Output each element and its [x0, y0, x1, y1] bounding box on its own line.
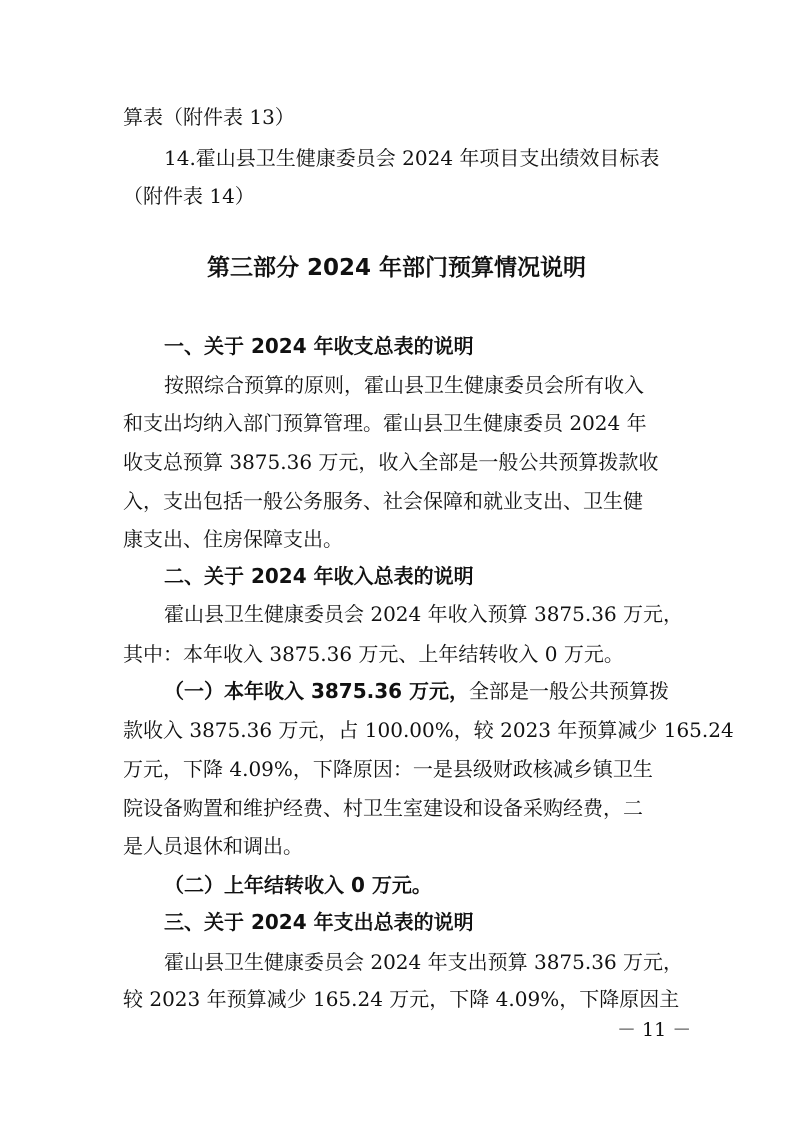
- sub1-rest-text: 全部是一般公共预算拨: [469, 679, 670, 703]
- section3-heading: 三、关于 2024 年支出总表的说明: [164, 910, 474, 934]
- section2-heading: 二、关于 2024 年收入总表的说明: [164, 564, 474, 588]
- section1-line-3: 收支总预算 3875.36 万元，收入全部是一般公共预算拨款收: [123, 450, 659, 474]
- section3-line-1: 霍山县卫生健康委员会 2024 年支出预算 3875.36 万元，: [164, 950, 684, 974]
- section1-heading: 一、关于 2024 年收支总表的说明: [164, 334, 474, 358]
- section2-sub1-line-5: 是人员退休和调出。: [123, 834, 303, 858]
- intro-line-2: 14.霍山县卫生健康委员会 2024 年项目支出绩效目标表: [164, 146, 660, 170]
- sub1-bold-text: （一）本年收入 3875.36 万元，: [164, 679, 470, 703]
- section1-line-1: 按照综合预算的原则，霍山县卫生健康委员会所有收入: [164, 373, 644, 397]
- intro-line-1: 算表（附件表 13）: [123, 105, 295, 129]
- section2-sub2-line: （二）上年结转收入 0 万元。: [164, 873, 432, 897]
- intro-line-3: （附件表 14）: [123, 184, 255, 208]
- section1-line-4: 入，支出包括一般公务服务、社会保障和就业支出、卫生健: [123, 489, 643, 513]
- section3-line-2: 较 2023 年预算减少 165.24 万元，下降 4.09%，下降原因主: [123, 987, 680, 1011]
- part-title: 第三部分 2024 年部门预算情况说明: [206, 255, 587, 281]
- section2-line-1: 霍山县卫生健康委员会 2024 年收入预算 3875.36 万元，: [164, 602, 684, 626]
- section2-sub1-line-3: 万元，下降 4.09%，下降原因：一是县级财政核减乡镇卫生: [123, 757, 653, 781]
- section2-sub1-line-2: 款收入 3875.36 万元，占 100.00%，较 2023 年预算减少 165.24: [123, 718, 734, 742]
- section2-line-2: 其中：本年收入 3875.36 万元、上年结转收入 0 万元。: [123, 642, 624, 666]
- section1-line-5: 康支出、住房保障支出。: [123, 527, 343, 551]
- page-number: － 11 －: [617, 1019, 692, 1041]
- section2-sub1-line: [164, 678, 669, 704]
- section1-line-2: 和支出均纳入部门预算管理。霍山县卫生健康委员 2024 年: [123, 411, 647, 435]
- section2-sub1-line-4: 院设备购置和维护经费、村卫生室建设和设备采购经费，二: [123, 796, 643, 820]
